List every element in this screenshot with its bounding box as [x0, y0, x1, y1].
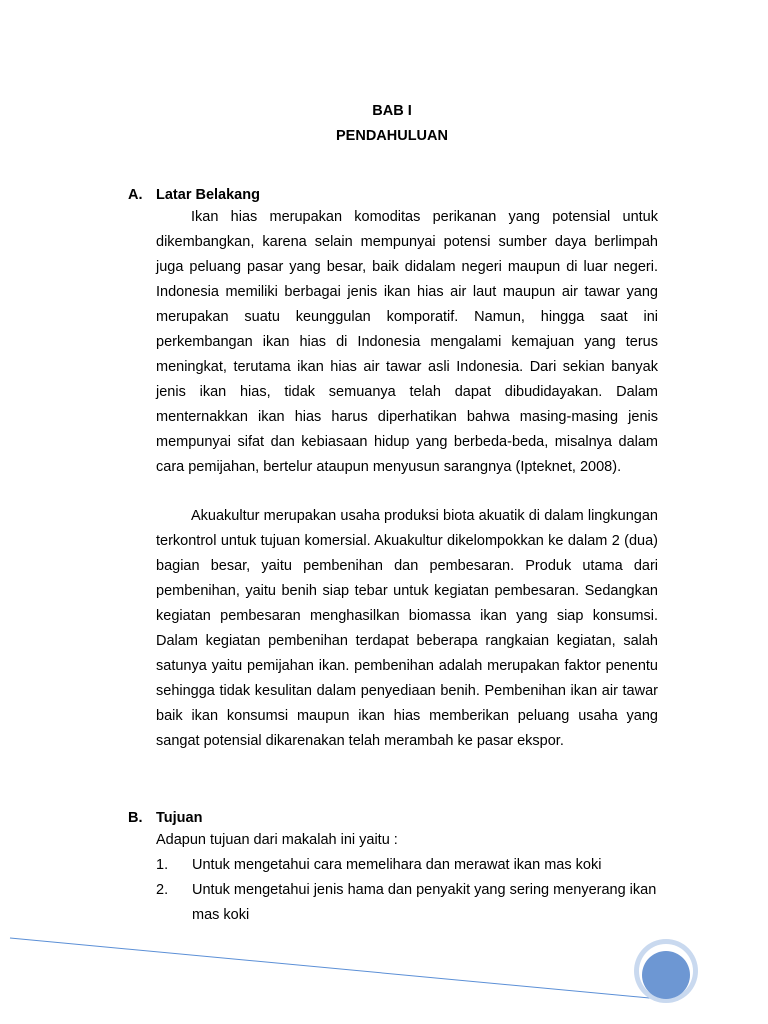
section-b-intro: Adapun tujuan dari makalah ini yaitu : [156, 832, 398, 848]
section-a-paragraph-1: Ikan hias merupakan komoditas perikanan yang potensial untuk dikembangkan, karena selain mempunyai potensi sumber daya berlimpah juga peluang pasar yang besar, baik didalam negeri maupun di luar negeri. Indonesia memiliki berbagai jenis ikan hias air laut maupun air tawar yang merupakan suatu keunggulan komporatif. Namun, hingga saat ini perkembangan ikan hias di Indonesia mengalami kemajuan yang terus meningkat, terutama ikan hias air tawar asli Indonesia. Dari sekian banyak jenis ikan hias, tidak semuanya telah dapat dibudidayakan. Dalam menternakkan ikan hias harus diperhatikan bahwa masing-masing jenis mempunyai sifat dan kebiasaan hidup yang berbeda-beda, misalnya dalam cara pemijahan, bertelur ataupun menyusun sarangnya (Ipteknet, 2008). [156, 209, 658, 475]
section-a-letter: A. [128, 187, 143, 203]
section-a-paragraph-2: Akuakultur merupakan usaha produksi biota akuatik di dalam lingkungan terkontrol untuk tujuan komersial. Akuakultur dikelompokkan ke dalam 2 (dua) bagian besar, yaitu pembenihan dan pembesaran. Produk utama dari pembenihan, yaitu benih siap tebar untuk kegiatan pembesaran. Sedangkan kegiatan pembesaran menghasilkan biomassa ikan yang siap konsumsi. Dalam kegiatan pembenihan terdapat beberapa rangkaian kegiatan, salah satunya yaitu pemijahan ikan. pembenihan adalah merupakan faktor penentu sehingga tidak kesulitan dalam penyediaan benih. Pembenihan ikan air tawar baik ikan konsumsi maupun ikan hias memberikan peluang usaha yang sangat potensial dikarenakan telah merambah ke pasar ekspor. [156, 508, 658, 749]
list-item-text: Untuk mengetahui jenis hama dan penyakit yang sering menyerang ikan mas koki [192, 882, 657, 923]
section-b-heading: Tujuan [156, 810, 203, 826]
list-item-number: 1. [156, 857, 169, 873]
list-item-text: Untuk mengetahui cara memelihara dan merawat ikan mas koki [192, 857, 602, 873]
footer-circle-inner [642, 951, 690, 999]
list-item-number: 2. [156, 882, 169, 898]
chapter-title: PENDAHULUAN [336, 128, 448, 144]
footer-diagonal-line [10, 938, 660, 999]
section-b-letter: B. [128, 810, 143, 826]
chapter-number: BAB I [372, 103, 412, 119]
section-a-heading: Latar Belakang [156, 187, 260, 203]
